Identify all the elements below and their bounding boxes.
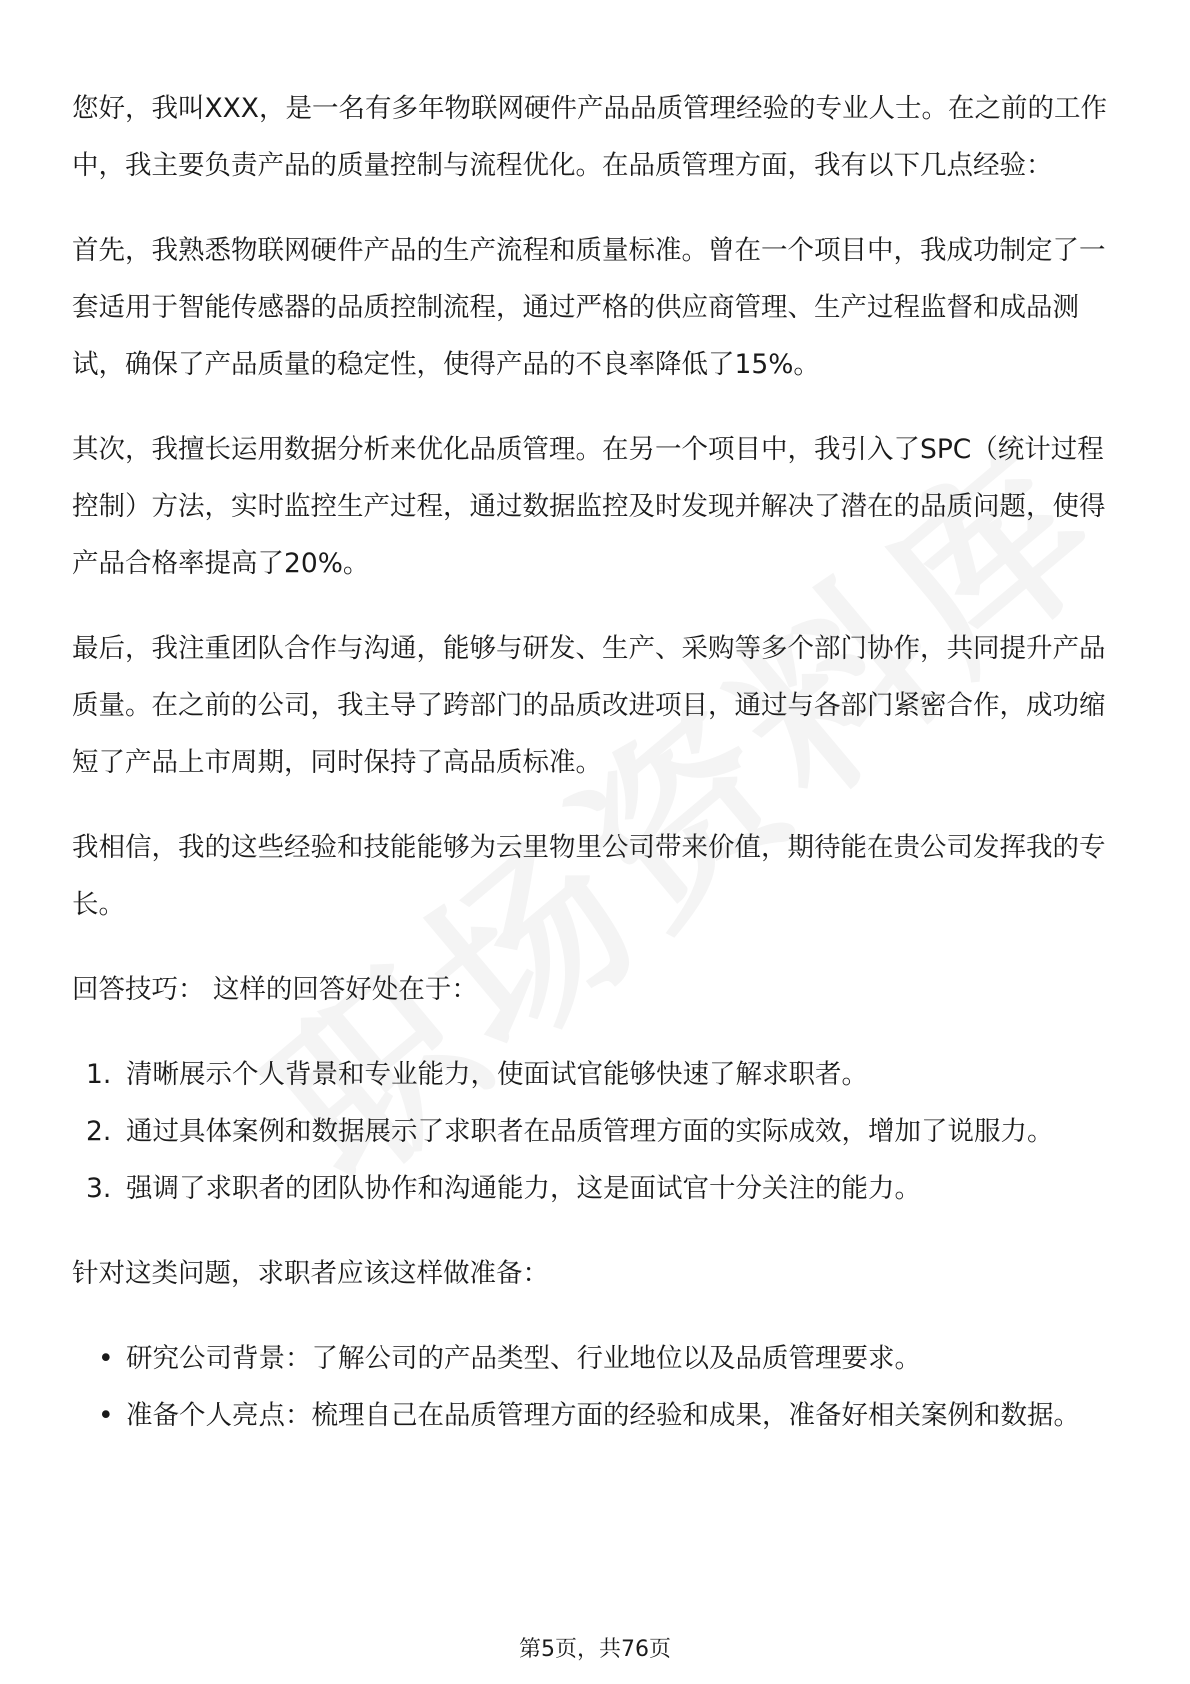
document-body (72, 80, 1122, 1472)
tips-list (72, 1046, 1122, 1217)
second-point-paragraph: 其次，我擅长运用数据分析来优化品质管理。在另一个项目中，我引入了SPC（统计过程控制）方法，实时监控生产过程，通过数据监控及时发现并解决了潜在的品质问题，使得产品合格率提高了20%。 (72, 434, 1106, 579)
bullet-icon: • (98, 1400, 114, 1431)
list-item-text: 通过具体案例和数据展示了求职者在品质管理方面的实际成效，增加了说服力。 (126, 1116, 1054, 1147)
third-point-paragraph: 最后，我注重团队合作与沟通，能够与研发、生产、采购等多个部门协作，共同提升产品质量。在之前的公司，我主导了跨部门的品质改进项目，通过与各部门紧密合作，成功缩短了产品上市周期，同时保持了高品质标准。 (72, 633, 1106, 778)
list-item (72, 1330, 1122, 1387)
closing-paragraph: 我相信，我的这些经验和技能能够为云里物里公司带来价值，期待能在贵公司发挥我的专长。 (72, 832, 1106, 920)
tips-heading: 回答技巧： 这样的回答好处在于： (72, 974, 478, 1005)
list-item (72, 1160, 1122, 1217)
page-number-footer: 第5页，共76页 (519, 1637, 671, 1662)
list-item-text: 强调了求职者的团队协作和沟通能力，这是面试官十分关注的能力。 (126, 1173, 921, 1204)
intro-paragraph: 您好，我叫XXX，是一名有多年物联网硬件产品品质管理经验的专业人士。在之前的工作中，我主要负责产品的质量控制与流程优化。在品质管理方面，我有以下几点经验： (72, 93, 1107, 181)
list-item (72, 1387, 1122, 1444)
prep-heading: 针对这类问题，求职者应该这样做准备： (72, 1258, 549, 1289)
bullet-icon: • (98, 1343, 114, 1374)
list-item-text: 清晰展示个人背景和专业能力，使面试官能够快速了解求职者。 (126, 1059, 868, 1090)
list-item (72, 1046, 1122, 1103)
list-number: 2. (86, 1116, 112, 1147)
list-number: 3. (86, 1173, 112, 1204)
list-item (72, 1103, 1122, 1160)
first-point-paragraph: 首先，我熟悉物联网硬件产品的生产流程和质量标准。曾在一个项目中，我成功制定了一套适用于智能传感器的品质控制流程，通过严格的供应商管理、生产过程监督和成品测试，确保了产品质量的稳定性，使得产品的不良率降低了15%。 (72, 235, 1106, 380)
list-item-text: 研究公司背景：了解公司的产品类型、行业地位以及品质管理要求。 (126, 1343, 921, 1374)
list-item-text: 准备个人亮点：梳理自己在品质管理方面的经验和成果，准备好相关案例和数据。 (126, 1400, 1080, 1431)
prep-list (72, 1330, 1122, 1444)
list-number: 1. (86, 1059, 112, 1090)
